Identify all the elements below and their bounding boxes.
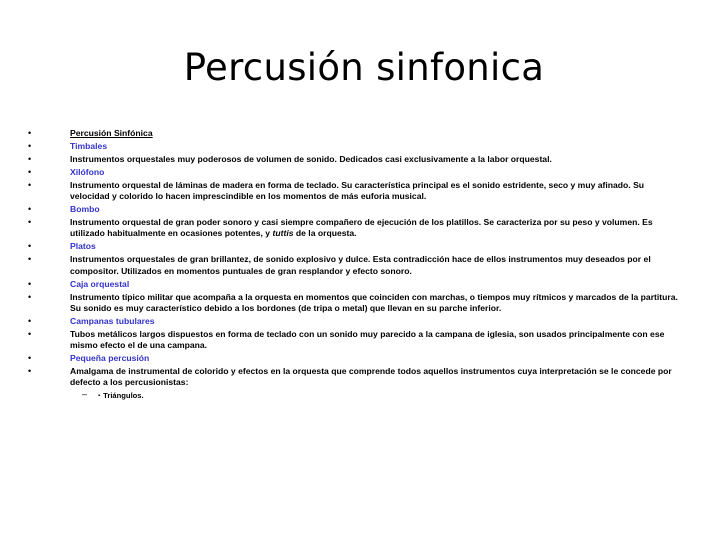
bullet-text: Instrumentos orquestales muy poderosos de volumen de sonido. Dedicados casi exclusivamente a la labor orquestal. bbox=[70, 154, 552, 164]
bullet-text: Instrumento típico militar que acompaña a la orquesta en momentos que coinciden con marchas, o tiempos muy rítmicos y marcados de la partitura. Su sonido es muy característico debido a los bordones (de tripa o metal) que llevan en su parche inferior. bbox=[70, 291, 678, 313]
bullet-item bbox=[28, 254, 684, 276]
bullet-text: Pequeña percusión bbox=[70, 353, 150, 364]
bullet-item bbox=[28, 154, 684, 165]
bullet-icon: • bbox=[28, 291, 32, 302]
bullet-text: Caja orquestal bbox=[70, 278, 130, 289]
bullet-text: Instrumentos orquestales de gran brillantez, de sonido explosivo y dulce. Esta contradicción hace de ellos instrumentos muy deseados por el compositor. Utilizados en momentos puntuales de gran resplandor y efecto sonoro. bbox=[70, 254, 651, 276]
bullet-icon: • bbox=[28, 254, 32, 265]
bullet-heading bbox=[28, 241, 684, 252]
bullet-text: Percusión Sinfónica bbox=[70, 128, 153, 138]
bullet-item bbox=[28, 180, 684, 202]
italic-term: tuttis bbox=[272, 228, 294, 239]
bullet-item bbox=[28, 292, 684, 314]
bullet-icon: • bbox=[28, 167, 32, 177]
bullet-icon: • bbox=[28, 315, 32, 326]
bullet-heading bbox=[28, 141, 684, 152]
bullet-icon: • bbox=[28, 128, 32, 138]
bullet-icon: • bbox=[28, 217, 32, 228]
bullet-heading[interactable] bbox=[28, 128, 684, 139]
bullet-text: Platos bbox=[70, 241, 96, 252]
bullet-text: Xilófono bbox=[70, 167, 105, 177]
bullet-icon: • bbox=[28, 278, 32, 289]
bullet-icon: • bbox=[28, 241, 32, 252]
bullet-text: Tubos metálicos largos dispuestos en forma de teclado con un sonido muy parecido a la campana de iglesia, son usados principalmente con ese mismo efecto el de una campana. bbox=[70, 328, 665, 351]
bullet-icon: • bbox=[28, 141, 32, 151]
bullet-text: Instrumento orquestal de gran poder sonoro y casi siempre compañero de ejecución de los platillos. Se caracteriza por su peso y volumen. Es utilizado habitualmente en ocasiones potentes, y bbox=[70, 217, 653, 239]
bullet-icon: • bbox=[28, 328, 32, 339]
bullet-icon: • bbox=[28, 353, 32, 364]
bullet-list bbox=[28, 128, 684, 402]
bullet-text-tail: de la orquesta. bbox=[293, 228, 357, 239]
bullet-text: Amalgama de instrumental de colorido y efectos en la orquesta que comprende todos aquellos instrumentos cuya interpretación se le concede por defecto a los percusionistas: bbox=[70, 366, 672, 388]
bullet-item bbox=[28, 329, 684, 351]
bullet-item bbox=[28, 217, 684, 239]
bullet-icon: • bbox=[28, 180, 32, 190]
bullet-icon: • bbox=[28, 204, 32, 215]
sub-item bbox=[28, 390, 684, 402]
bullet-text: Campanas tubulares bbox=[70, 315, 155, 326]
bullet-icon: • bbox=[28, 366, 32, 377]
slide-title: Percusión sinfonica bbox=[183, 46, 545, 89]
bullet-heading bbox=[28, 279, 684, 290]
bullet-text: Timbales bbox=[70, 141, 108, 151]
bullet-icon: • bbox=[28, 154, 32, 164]
bullet-text: Bombo bbox=[70, 204, 100, 215]
bullet-item bbox=[28, 366, 684, 388]
bullet-heading bbox=[28, 167, 684, 178]
sub-item-text: Triángulos. bbox=[103, 391, 144, 401]
dash-icon: – bbox=[82, 389, 88, 400]
bullet-heading bbox=[28, 316, 684, 327]
bullet-text: Instrumento orquestal de láminas de madera en forma de teclado. Su característica principal es el sonido estridente, seco y muy afinado. Su velocidad y colorido lo hacen imprescindible en los momentos de más euforia musical. bbox=[70, 180, 645, 202]
bullet-heading bbox=[28, 353, 684, 364]
bullet-heading bbox=[28, 204, 684, 215]
square-bullet-icon: ▪ bbox=[98, 392, 101, 399]
